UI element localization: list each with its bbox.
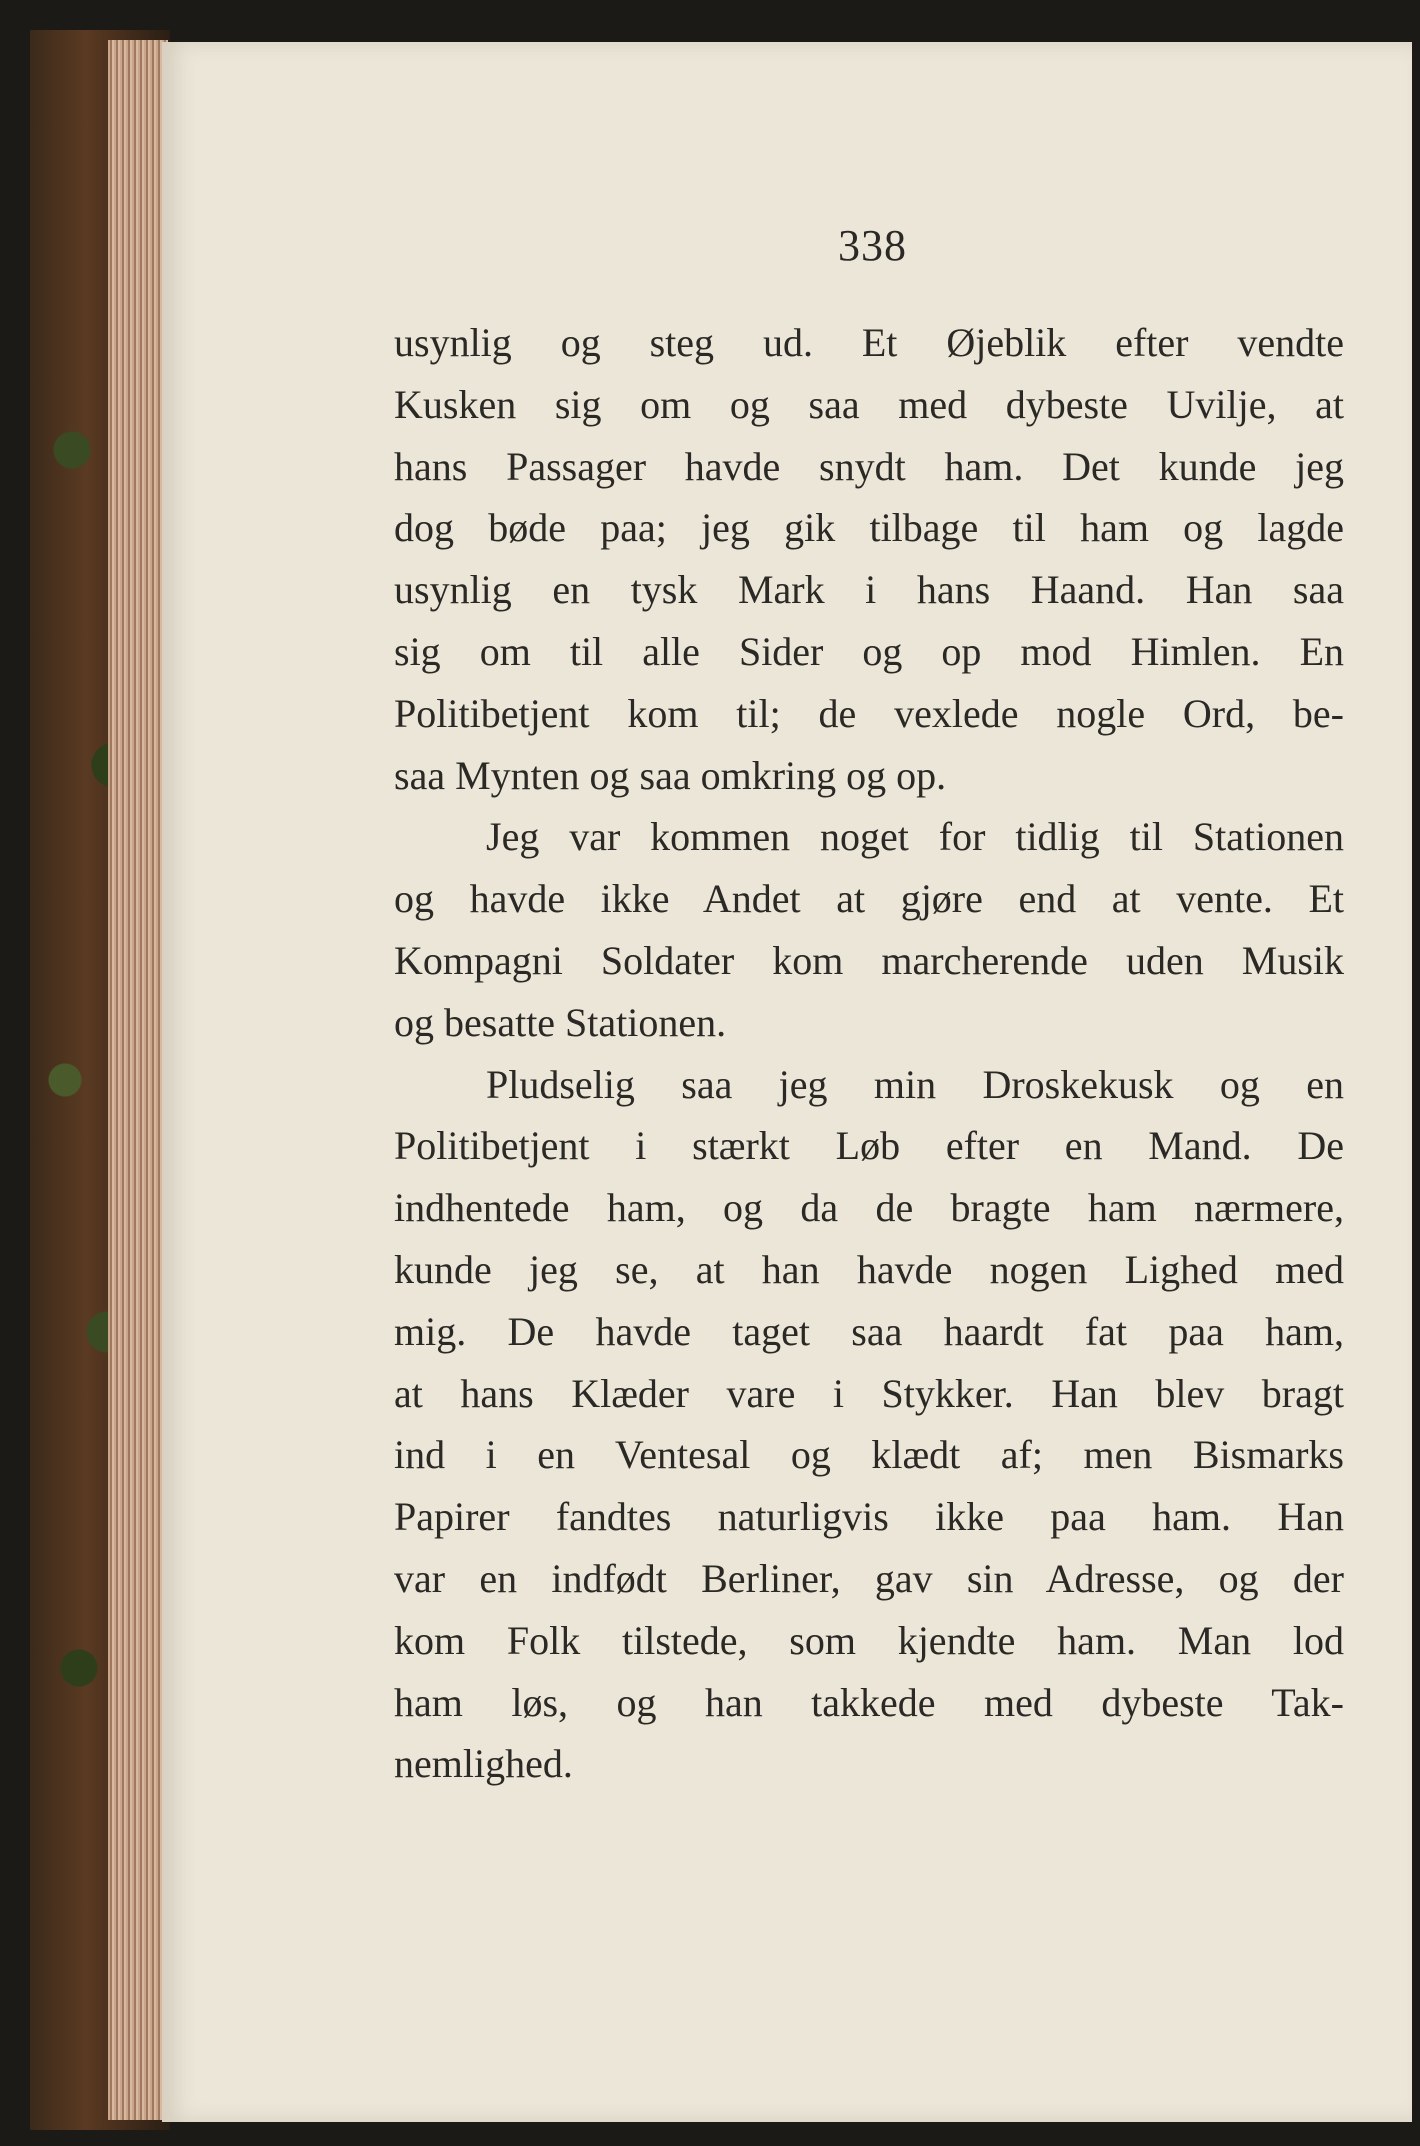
body-text	[394, 312, 1344, 1795]
text-line: Politibetjent i stærkt Løb efter en Mand. De	[394, 1123, 1344, 1169]
text-line: at hans Klæder vare i Stykker. Han blev bragt	[394, 1370, 1344, 1416]
text-line: og besatte Stationen.	[394, 999, 727, 1045]
page-number: 338	[838, 221, 907, 270]
text-line: saa Mynten og saa omkring og op.	[394, 752, 947, 798]
text-line: mig. De havde taget saa haardt fat paa ham,	[394, 1308, 1344, 1354]
text-line: kom Folk tilstede, som kjendte ham. Man lod	[394, 1617, 1344, 1663]
text-line: var en indfødt Berliner, gav sin Adresse, og der	[394, 1555, 1344, 1601]
text-line: usynlig og steg ud. Et Øjeblik efter vendte	[394, 320, 1344, 365]
page-edges	[108, 40, 168, 2120]
text-line: Politibetjent kom til; de vexlede nogle Ord, be-	[394, 690, 1344, 736]
text-line: sig om til alle Sider og op mod Himlen. En	[394, 628, 1344, 674]
text-line: Papirer fandtes naturligvis ikke paa ham. Han	[394, 1494, 1344, 1540]
text-line: og havde ikke Andet at gjøre end at vente. Et	[394, 876, 1344, 922]
text-line: ham løs, og han takkede med dybeste Tak-	[394, 1679, 1344, 1725]
text-line: Jeg var kommen noget for tidlig til Stationen	[486, 814, 1344, 860]
text-line: Kompagni Soldater kom marcherende uden Musik	[394, 937, 1344, 983]
text-line: Pludselig saa jeg min Droskekusk og en	[486, 1061, 1344, 1107]
text-line: ind i en Ventesal og klædt af; men Bismarks	[394, 1432, 1344, 1478]
text-line: Kusken sig om og saa med dybeste Uvilje, at	[394, 381, 1344, 427]
text-line: dog bøde paa; jeg gik tilbage til ham og lagde	[394, 505, 1344, 551]
text-line: kunde jeg se, at han havde nogen Lighed med	[394, 1246, 1344, 1292]
text-line: indhentede ham, og da de bragte ham nærmere,	[394, 1185, 1344, 1231]
text-line: hans Passager havde snydt ham. Det kunde jeg	[394, 443, 1344, 489]
text-line: usynlig en tysk Mark i hans Haand. Han saa	[394, 567, 1344, 613]
text-line: nemlighed.	[394, 1741, 573, 1787]
